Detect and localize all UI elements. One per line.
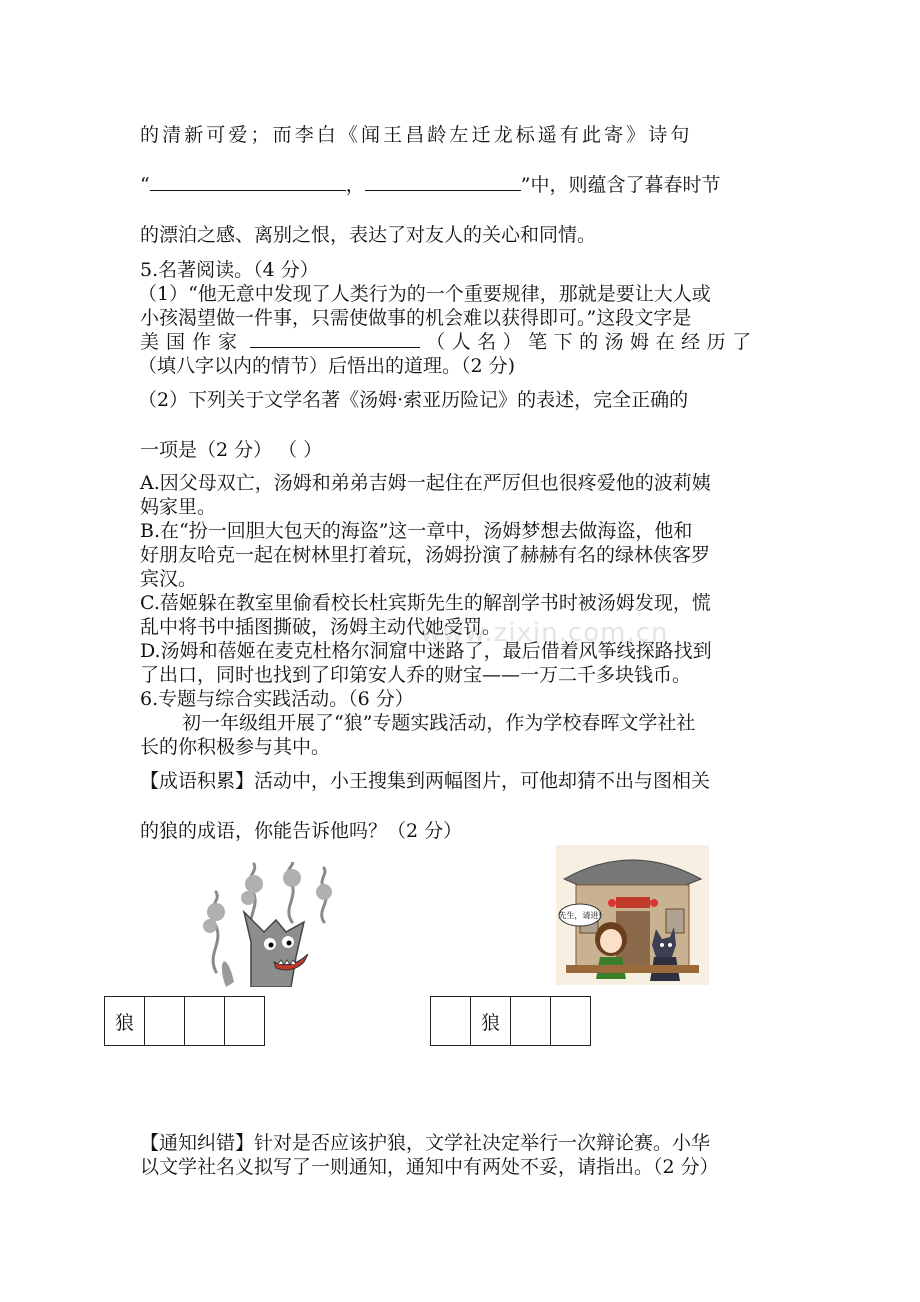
notice-line2: 以文学社名义拟写了一则通知，通知中有两处不妥，请指出。（2 分） [140,1156,719,1178]
wolf-head-icon [244,912,304,987]
answer-blank-2[interactable] [365,172,521,191]
q5-p1-line3 [140,329,782,355]
watermark: www.zixin.com.cn [420,618,669,648]
idiom-line2: 的狼的成语，你能告诉他吗？（2 分） [140,820,463,842]
comma: ， [345,174,365,196]
option-b-line2: 好朋友哈克一起在树林里打着玩，汤姆扮演了赫赫有名的绿林侠客罗 [140,544,711,566]
q5-p1-line2: 小孩渴望做一件事，只需使做事的机会难以获得即可。”这段文字是 [140,307,692,329]
close-quote-text: ”中，则蕴含了暮春时节 [520,174,721,196]
option-b-line1: B.在“扮一回胆大包天的海盗”这一章中，汤姆梦想去做海盗，他和 [140,520,693,542]
grid-cell-blank[interactable] [550,996,591,1046]
grid-cell-given: 狼 [104,996,145,1046]
wolf-cartoon-picture-2 [556,845,709,985]
open-quote: “ [140,174,150,196]
q6-intro-line1: 初一年级组开展了“狼”专题实践活动，作为学校春晖文学社社 [182,712,696,734]
q5-p1-line4: （填八字以内的情节）后悟出的道理。（2 分) [138,355,516,377]
grid-cell-given: 狼 [470,996,511,1046]
q5-text-author-suffix: （人名）笔下的汤姆在经历了 [426,331,758,353]
q6-heading: 6.专题与综合实践活动。（6 分） [140,688,414,710]
author-name-blank[interactable] [250,329,420,348]
q5-text-author-prefix: 美国作家 [140,331,245,353]
option-c-line1: C.蓓姬躲在教室里偷看校长杜宾斯先生的解剖学书时被汤姆发现，慌 [140,592,711,614]
option-a-line1: A.因父母双亡，汤姆和弟弟吉姆一起住在严厉但也很疼爱他的波莉姨 [140,472,711,494]
smoke-puffs-icon [203,869,332,933]
q5-p1-line1: （1）“他无意中发现了人类行为的一个重要规律，那就是要让大人或 [138,283,711,305]
speech-bubble-text: 先生，请进! [558,911,602,920]
q5-heading: 5.名著阅读。（4 分） [140,259,319,281]
grid-cell-blank[interactable] [144,996,185,1046]
wolf-cartoon-picture-1 [196,862,346,987]
option-a-line2: 妈家里。 [140,496,217,518]
girl-face-icon [600,929,622,953]
q5-p2-line1: （2）下列关于文学名著《汤姆·索亚历险记》的表述，完全正确的 [138,389,689,411]
option-d-line2: 了出口，同时也找到了印第安人乔的财宝——一万二千多块钱币。 [140,664,692,686]
option-d-line1: D.汤姆和蓓姬在麦克杜格尔洞窟中迷路了，最后借着风筝线探路找到 [140,640,712,662]
option-c-line2: 乱中将书中插图撕破，汤姆主动代她受罚。 [140,616,502,638]
grid-cell-blank[interactable] [510,996,551,1046]
q6-intro-line2: 长的你积极参与其中。 [140,736,331,758]
grid-cell-blank[interactable] [184,996,225,1046]
answer-blank-1[interactable] [150,172,346,191]
option-b-line3: 宾汉。 [140,568,198,590]
grid-cell-blank[interactable] [224,996,265,1046]
sign-board-icon [616,897,650,908]
idiom-grid-1 [104,996,265,1046]
poem-blank-line [140,172,782,198]
idiom-grid-2 [430,996,591,1046]
q5-p2-line2: 一项是（2 分） （ ） [140,439,323,461]
idiom-line1: 【成语积累】活动中，小王搜集到两幅图片，可他却猜不出与图相关 [140,770,711,792]
poem-line-3: 的漂泊之感、离别之恨，表达了对友人的关心和同情。 [140,224,597,246]
grid-cell-blank[interactable] [430,996,471,1046]
poem-line-1-text: 的清新可爱；而李白《闻王昌龄左迁龙标遥有此寄》诗句 [140,124,693,146]
notice-line1: 【通知纠错】针对是否应该护狼，文学社决定举行一次辩论赛。小华 [140,1132,711,1154]
wolf-tail-icon [222,961,234,987]
poem-line-1 [140,122,782,148]
